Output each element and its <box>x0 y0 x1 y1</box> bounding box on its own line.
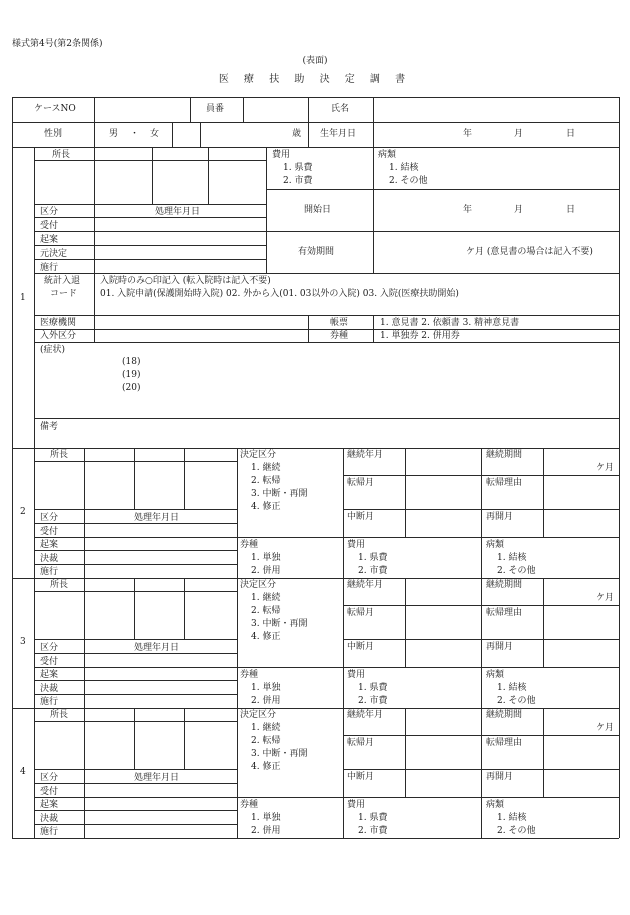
ticket-label: 券種 <box>240 540 259 550</box>
months-unit: ケ月 <box>596 593 615 603</box>
disease-label: 病類 <box>486 800 505 810</box>
symptom-label: (症状) <box>40 345 66 355</box>
decision-option-3[interactable]: 3. 中断・再開 <box>251 749 308 759</box>
disease-option-1[interactable]: 1. 結核 <box>389 163 419 173</box>
ticket-option-2[interactable]: 2. 併用 <box>251 826 281 836</box>
outcome-reason-label: 転帰理由 <box>486 478 523 488</box>
chief-label: 所長 <box>52 150 71 160</box>
separator-dot: ・ <box>130 129 140 139</box>
draft-label: 起案 <box>40 540 59 550</box>
disease-option-1[interactable]: 1. 結核 <box>497 683 527 693</box>
form-type-label: 帳票 <box>330 318 349 328</box>
cost-label: 費用 <box>347 670 366 680</box>
draft-label: 起案 <box>40 235 59 245</box>
staff-no-label: 員番 <box>206 104 225 114</box>
proc-date-label: 処理年月日 <box>134 773 180 783</box>
continue-period-label: 継続期間 <box>486 580 523 590</box>
months-unit: ケ月 <box>596 463 615 473</box>
start-month: 月 <box>514 205 524 215</box>
division-label: 区分 <box>40 207 59 217</box>
enforce-label: 施行 <box>40 827 59 837</box>
ticket-option-2[interactable]: 2. 併用 <box>251 696 281 706</box>
cost-option-2[interactable]: 2. 市費 <box>283 176 313 186</box>
orig-decision-label: 元決定 <box>40 249 68 259</box>
section-number-2: 2 <box>20 507 26 517</box>
decision-option-1[interactable]: 1. 継続 <box>251 723 281 733</box>
decision-label: 決裁 <box>40 554 59 564</box>
decision-label: 決裁 <box>40 684 59 694</box>
page-title: 医 療 扶 助 決 定 調 書 <box>218 74 412 85</box>
section-number-1: 1 <box>20 293 26 303</box>
enforce-label: 施行 <box>40 263 59 273</box>
decision-option-2[interactable]: 2. 転帰 <box>251 736 281 746</box>
start-day: 日 <box>566 205 576 215</box>
decision-option-3[interactable]: 3. 中断・再開 <box>251 489 308 499</box>
ticket-label: 券種 <box>240 800 259 810</box>
chief-label: 所長 <box>50 710 69 720</box>
receipt-label: 受付 <box>40 657 59 667</box>
disease-option-2[interactable]: 2. その他 <box>497 566 536 576</box>
cost-option-1[interactable]: 1. 県費 <box>358 553 388 563</box>
inout-label: 入外区分 <box>40 331 77 341</box>
outcome-reason-label: 転帰理由 <box>486 608 523 618</box>
resume-month-label: 再開月 <box>486 642 514 652</box>
cost-option-2[interactable]: 2. 市費 <box>358 566 388 576</box>
form-type-options: 1. 意見書 2. 依頼書 3. 精神意見書 <box>380 318 520 328</box>
birth-label: 生年月日 <box>320 129 357 139</box>
disease-label: 病類 <box>486 540 505 550</box>
start-year: 年 <box>463 205 473 215</box>
start-date-label: 開始日 <box>304 205 332 215</box>
birth-month: 月 <box>514 129 524 139</box>
valid-period-note: ケ月 (意見書の場合は記入不要) <box>466 247 593 257</box>
division-label: 区分 <box>40 773 59 783</box>
valid-period-label: 有効期間 <box>298 247 335 257</box>
cost-option-1[interactable]: 1. 県費 <box>358 683 388 693</box>
continue-ym-label: 継続年月 <box>347 710 384 720</box>
section-number-4: 4 <box>20 767 26 777</box>
decision-type-label: 決定区分 <box>240 450 277 460</box>
institution-label: 医療機関 <box>40 318 77 328</box>
form-number: 様式第4号(第2条関係) <box>12 39 103 49</box>
sex-label: 性別 <box>44 129 63 139</box>
decision-option-4[interactable]: 4. 修正 <box>251 762 281 772</box>
draft-label: 起案 <box>40 800 59 810</box>
chief-label: 所長 <box>50 580 69 590</box>
continue-ym-label: 継続年月 <box>347 580 384 590</box>
resume-month-label: 再開月 <box>486 772 514 782</box>
outcome-month-label: 転帰月 <box>347 478 375 488</box>
case-no-label: ケースNO <box>34 104 76 114</box>
decision-section-2 <box>0 448 630 579</box>
ticket-option-2[interactable]: 2. 併用 <box>251 566 281 576</box>
name-label: 氏名 <box>331 104 350 114</box>
chief-label: 所長 <box>50 450 69 460</box>
stat-code-label-1: 統計入退 <box>44 276 81 286</box>
outcome-month-label: 転帰月 <box>347 738 375 748</box>
symptom-19: (19) <box>122 370 141 380</box>
months-unit: ケ月 <box>596 723 615 733</box>
birth-year: 年 <box>463 129 473 139</box>
outcome-reason-label: 転帰理由 <box>486 738 523 748</box>
decision-section-3 <box>0 578 630 709</box>
decision-option-3[interactable]: 3. 中断・再開 <box>251 619 308 629</box>
receipt-label: 受付 <box>40 787 59 797</box>
symptom-20: (20) <box>122 383 141 393</box>
remarks-label: 備考 <box>40 422 59 432</box>
decision-option-2[interactable]: 2. 転帰 <box>251 606 281 616</box>
cost-option-2[interactable]: 2. 市費 <box>358 696 388 706</box>
decision-option-4[interactable]: 4. 修正 <box>251 632 281 642</box>
stat-code-note: 入院時のみ○印記入 (転入院時は記入不要) <box>100 276 271 286</box>
cost-option-2[interactable]: 2. 市費 <box>358 826 388 836</box>
cost-label: 費用 <box>347 800 366 810</box>
proc-date-label: 処理年月日 <box>155 207 201 217</box>
ticket-option-1[interactable]: 1. 単独 <box>251 553 281 563</box>
decision-option-2[interactable]: 2. 転帰 <box>251 476 281 486</box>
resume-month-label: 再開月 <box>486 512 514 522</box>
proc-date-label: 処理年月日 <box>134 513 180 523</box>
ticket-label: 券種 <box>330 331 349 341</box>
receipt-label: 受付 <box>40 527 59 537</box>
disease-option-2[interactable]: 2. その他 <box>497 696 536 706</box>
suspend-month-label: 中断月 <box>347 772 375 782</box>
age-unit: 歳 <box>292 129 302 139</box>
receipt-label: 受付 <box>40 221 59 231</box>
draft-label: 起案 <box>40 670 59 680</box>
decision-type-label: 決定区分 <box>240 710 277 720</box>
decision-option-1[interactable]: 1. 継続 <box>251 593 281 603</box>
enforce-label: 施行 <box>40 567 59 577</box>
continue-ym-label: 継続年月 <box>347 450 384 460</box>
male-option[interactable]: 男 <box>109 129 119 139</box>
suspend-month-label: 中断月 <box>347 642 375 652</box>
section-number-3: 3 <box>20 637 26 647</box>
ticket-option-1[interactable]: 1. 単独 <box>251 683 281 693</box>
division-label: 区分 <box>40 513 59 523</box>
enforce-label: 施行 <box>40 697 59 707</box>
birth-day: 日 <box>566 129 576 139</box>
decision-option-1[interactable]: 1. 継続 <box>251 463 281 473</box>
stat-code-label-2: コード <box>50 289 78 299</box>
cost-label: 費用 <box>272 150 291 160</box>
ticket-label: 券種 <box>240 670 259 680</box>
female-option[interactable]: 女 <box>150 129 160 139</box>
proc-date-label: 処理年月日 <box>134 643 180 653</box>
disease-option-1[interactable]: 1. 結核 <box>497 553 527 563</box>
division-label: 区分 <box>40 643 59 653</box>
cost-label: 費用 <box>347 540 366 550</box>
disease-option-1[interactable]: 1. 結核 <box>497 813 527 823</box>
decision-section-4 <box>0 708 630 839</box>
disease-label: 病類 <box>378 150 397 160</box>
ticket-option-1[interactable]: 1. 単独 <box>251 813 281 823</box>
disease-option-2[interactable]: 2. その他 <box>497 826 536 836</box>
symptom-18: (18) <box>122 357 141 367</box>
disease-option-2[interactable]: 2. その他 <box>389 176 428 186</box>
cost-option-1[interactable]: 1. 県費 <box>358 813 388 823</box>
disease-label: 病類 <box>486 670 505 680</box>
suspend-month-label: 中断月 <box>347 512 375 522</box>
continue-period-label: 継続期間 <box>486 710 523 720</box>
decision-label: 決裁 <box>40 814 59 824</box>
side-label: (表面) <box>302 56 328 66</box>
decision-type-label: 決定区分 <box>240 580 277 590</box>
stat-code-options: 01. 入院申請(保護開始時入院) 02. 外から入(01. 03以外の入院) 03. 入院(医療扶助開始) <box>100 289 459 299</box>
cost-option-1[interactable]: 1. 県費 <box>283 163 313 173</box>
continue-period-label: 継続期間 <box>486 450 523 460</box>
outcome-month-label: 転帰月 <box>347 608 375 618</box>
decision-option-4[interactable]: 4. 修正 <box>251 502 281 512</box>
ticket-options: 1. 単独券 2. 併用券 <box>380 331 460 341</box>
